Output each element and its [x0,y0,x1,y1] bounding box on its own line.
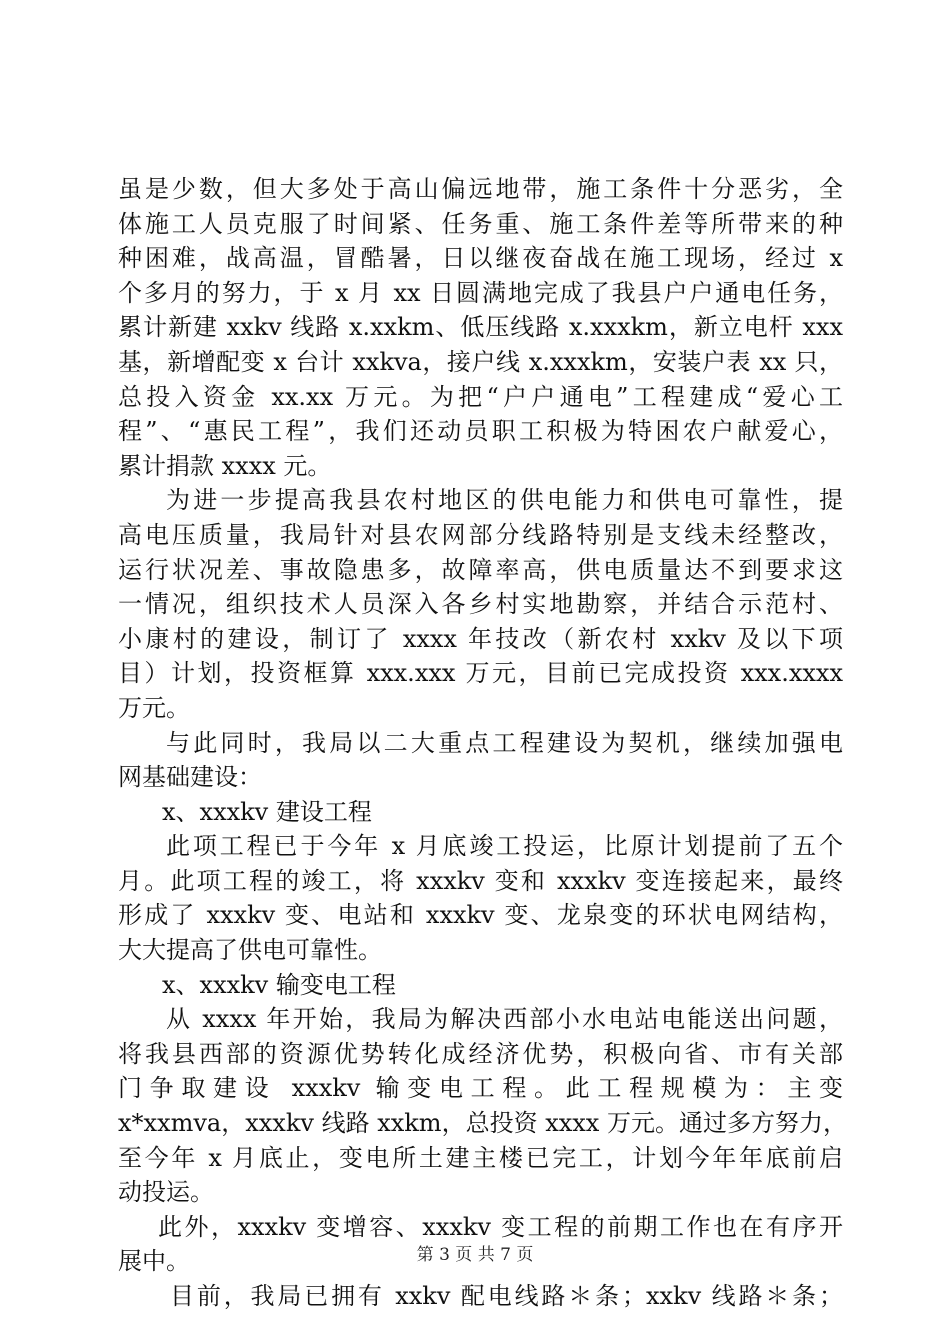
paragraph-first-line: 与此同时，我局以二大重点工程建设为契机，继续加强电 [166,728,843,757]
paragraph-first-line: 此外，xxxkv 变增容、xxxkv 变工程的前期工作也在有序开 [158,1212,843,1241]
text-line: 至今年 x 月底止，变电所土建主楼已完工，计划今年年底前启 [118,1143,843,1172]
text-line: 一情况，组织技术人员深入各乡村实地勘察，并结合示范村、 [118,590,843,619]
text-line: 网基础建设： [118,763,262,792]
text-line: 累计捐款 xxxx 元。 [118,451,332,480]
text-line: 门争取建设 xxxkv 输变电工程。此工程规模为：主变 [118,1074,843,1103]
section-heading: x、xxxkv 输变电工程 [162,970,396,999]
paragraph-first-line: 此项工程已于今年 x 月底竣工投运，比原计划提前了五个 [166,832,843,861]
text-line: 基，新增配变 x 台计 xxkva，接户线 x.xxxkm，安装户表 xx 只， [118,347,843,376]
text-line: 运行状况差、事故隐患多，故障率高，供电质量达不到要求这 [118,555,843,584]
text-line: 展中。 [118,1247,190,1276]
text-line: 累计新建 xxkv 线路 x.xxkm、低压线路 x.xxxkm，新立电杆 xxx [118,313,843,342]
paragraph-first-line: 从 xxxx 年开始，我局为解决西部小水电站电能送出问题， [166,1005,843,1034]
text-line: 动投运。 [118,1178,214,1207]
text-line: 目）计划，投资框算 xxx.xxx 万元，目前已完成投资 xxx.xxxx [118,659,843,688]
text-line: 总投入资金 xx.xx 万元。为把“户户通电”工程建成“爱心工 [118,382,843,411]
text-line: 高电压质量，我局针对县农网部分线路特别是支线未经整改， [118,520,843,549]
text-line: 个多月的努力，于 x 月 xx 日圆满地完成了我县户户通电任务， [118,278,843,307]
text-line: 虽是少数，但大多处于高山偏远地带，施工条件十分恶劣，全 [118,175,843,203]
page-number-footer: 第 3 页 共 7 页 [416,1245,534,1265]
text-line: 小康村的建设，制订了 xxxx 年技改（新农村 xxkv 及以下项 [118,624,843,653]
text-line: 程”、“惠民工程”，我们还动员职工积极为特困农户献爱心， [118,417,843,446]
text-line: 万元。 [118,693,190,722]
paragraph-first-line: 目前，我局已拥有 xxkv 配电线路＊条；xxkv 线路＊条； [170,1282,843,1310]
text-line: 月。此项工程的竣工，将 xxxkv 变和 xxxkv 变连接起来，最终 [118,866,843,895]
text-line: x*xxmva，xxxkv 线路 xxkm，总投资 xxxx 万元。通过多方努力， [118,1109,847,1138]
document-body [118,172,847,1314]
text-line: 体施工人员克服了时间紧、任务重、施工条件差等所带来的种 [118,209,843,238]
text-line: 大大提高了供电可靠性。 [118,936,382,965]
text-line: 种困难，战高温，冒酷暑，日以继夜奋战在施工现场，经过 x [118,244,843,273]
section-heading: x、xxxkv 建设工程 [162,797,372,826]
text-line: 形成了 xxxkv 变、电站和 xxxkv 变、龙泉变的环状电网结构， [118,901,843,930]
text-line: 将我县西部的资源优势转化成经济优势，积极向省、市有关部 [118,1039,843,1068]
paragraph-first-line: 为进一步提高我县农村地区的供电能力和供电可靠性，提 [166,486,843,515]
